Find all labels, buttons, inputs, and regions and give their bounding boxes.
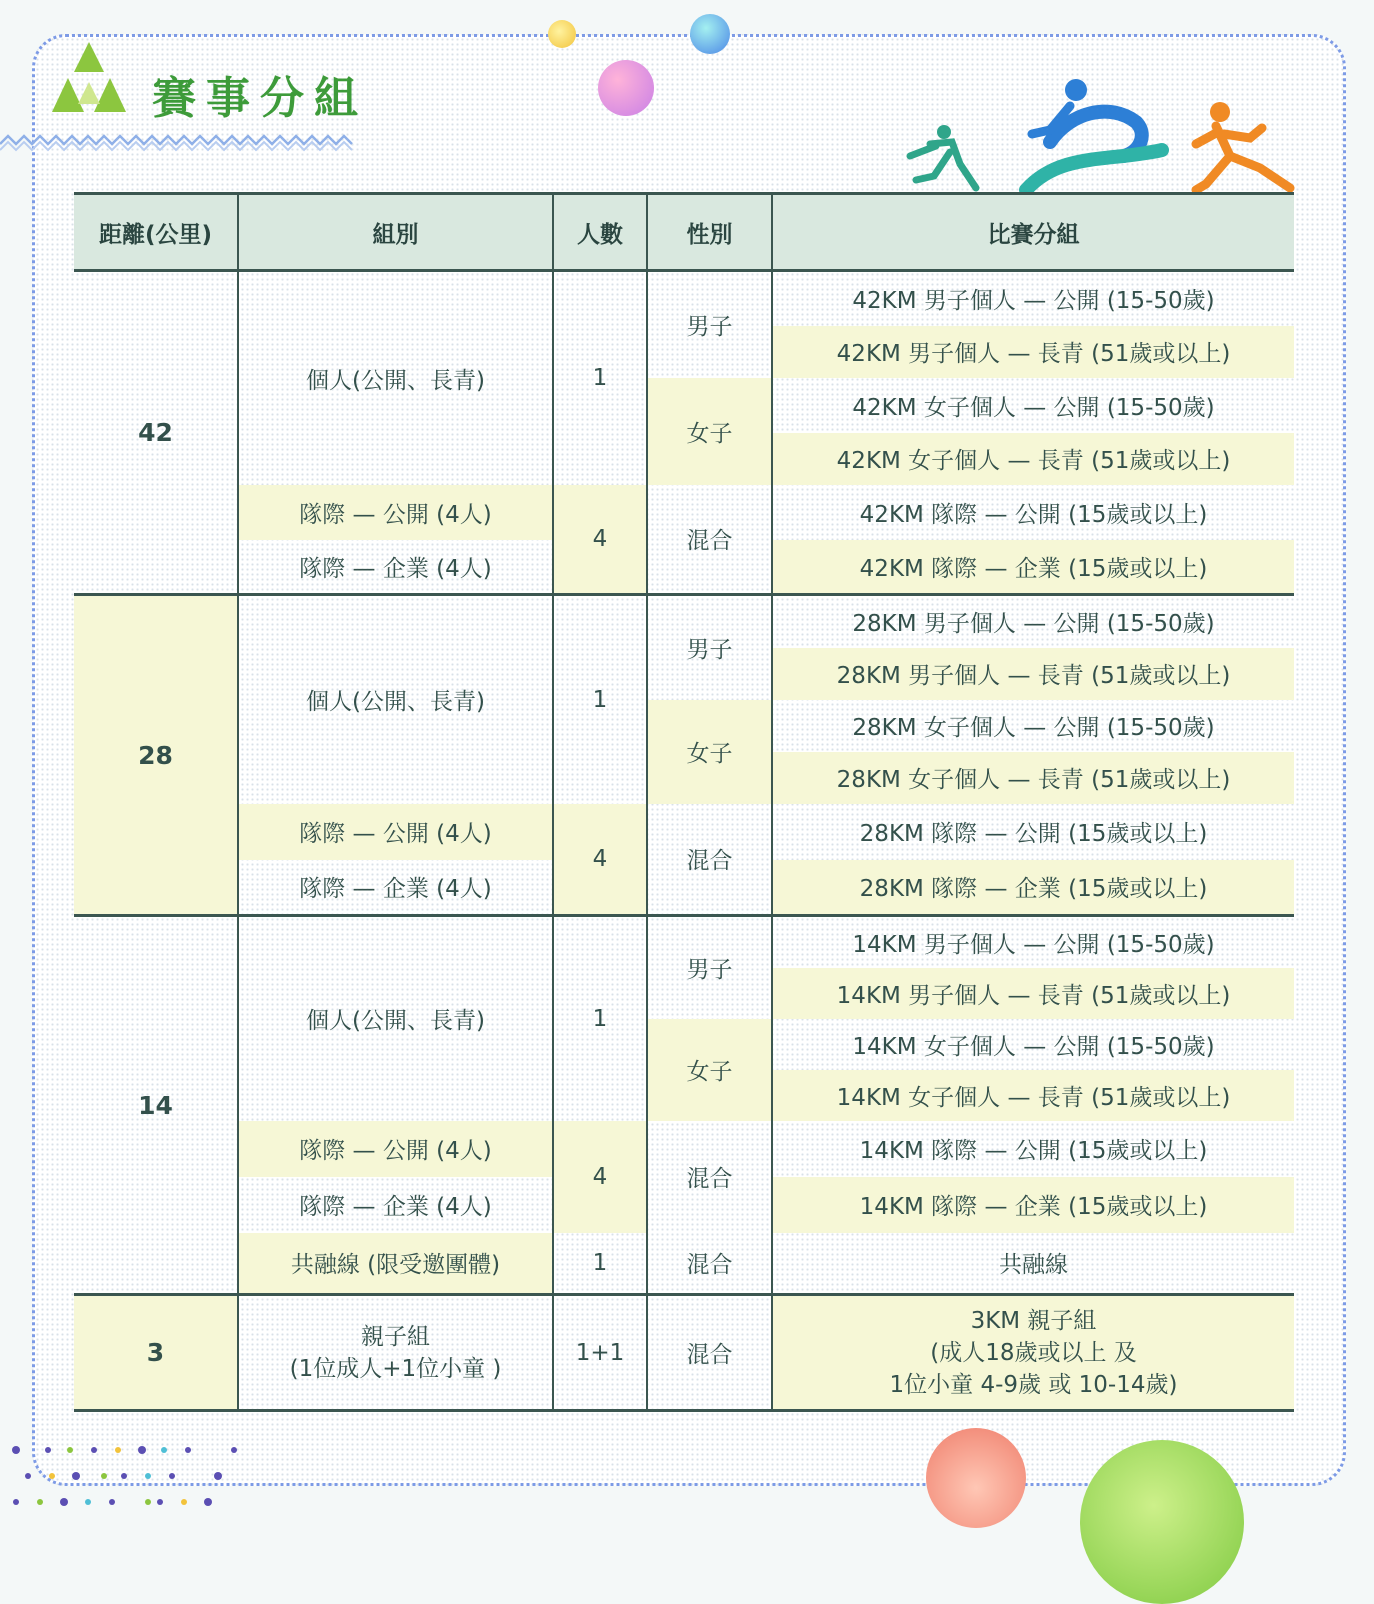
blue-runner-icon — [1026, 79, 1162, 190]
count-cell: 1 — [553, 595, 647, 804]
group-cell: 個人(公開、長青) — [238, 916, 553, 1121]
colored-dots-icon — [8, 1440, 244, 1510]
group-cell: 隊際 — 公開 (4人) — [238, 1121, 553, 1177]
table-row — [74, 804, 1294, 860]
gender-cell: 男子 — [647, 916, 772, 1019]
yellow-dot-icon — [548, 20, 576, 48]
table-row — [74, 916, 1294, 968]
category-cell: 42KM 男子個人 — 公開 (15-50歲) — [772, 271, 1294, 326]
group-cell: 個人(公開、長青) — [238, 271, 553, 485]
gender-cell: 女子 — [647, 1019, 772, 1121]
table-row — [74, 271, 1294, 326]
table-row — [74, 1233, 1294, 1295]
group-cell: 共融線 (限受邀團體) — [238, 1233, 553, 1295]
category-cell: 14KM 女子個人 — 長青 (51歲或以上) — [772, 1070, 1294, 1121]
category-cell: 42KM 隊際 — 公開 (15歲或以上) — [772, 485, 1294, 540]
orange-runner-icon — [1196, 102, 1290, 190]
gender-cell: 女子 — [647, 700, 772, 804]
distance-cell: 3 — [74, 1295, 238, 1411]
header-gender: 性別 — [647, 194, 772, 271]
gender-cell: 男子 — [647, 271, 772, 378]
wave-line-icon — [0, 128, 358, 154]
count-cell: 4 — [553, 804, 647, 916]
group-cell: 隊際 — 公開 (4人) — [238, 804, 553, 860]
group-cell: 隊際 — 企業 (4人) — [238, 540, 553, 595]
group-cell — [238, 1295, 553, 1411]
category-line-3: 1位小童 4-9歲 或 10-14歲) — [889, 1371, 1178, 1398]
count-cell: 1+1 — [553, 1295, 647, 1411]
gender-cell: 混合 — [647, 1295, 772, 1411]
header-group: 組別 — [238, 194, 553, 271]
blue-dot-icon — [690, 14, 730, 54]
gender-cell: 混合 — [647, 804, 772, 916]
group-cell: 隊際 — 企業 (4人) — [238, 1177, 553, 1233]
header-headcount: 人數 — [553, 194, 647, 271]
group-cell: 個人(公開、長青) — [238, 595, 553, 804]
pink-dot-icon — [598, 60, 654, 116]
category-cell: 42KM 隊際 — 企業 (15歲或以上) — [772, 540, 1294, 595]
category-cell: 28KM 隊際 — 公開 (15歲或以上) — [772, 804, 1294, 860]
race-categories-table — [74, 192, 1294, 1412]
table-row — [74, 1295, 1294, 1411]
group-cell: 隊際 — 企業 (4人) — [238, 860, 553, 916]
distance-cell: 42 — [138, 418, 173, 447]
table-row — [74, 485, 1294, 540]
gender-cell: 混合 — [647, 1121, 772, 1233]
header-category: 比賽分組 — [772, 194, 1294, 271]
gender-cell: 混合 — [647, 485, 772, 595]
category-cell: 42KM 女子個人 — 公開 (15-50歲) — [772, 378, 1294, 433]
green-runner-icon — [910, 125, 976, 188]
category-cell: 42KM 女子個人 — 長青 (51歲或以上) — [772, 433, 1294, 485]
table-row — [74, 1121, 1294, 1177]
gender-cell: 混合 — [647, 1233, 772, 1295]
green-dot-icon — [1080, 1440, 1244, 1604]
category-cell: 共融線 — [772, 1233, 1294, 1295]
category-cell: 14KM 隊際 — 公開 (15歲或以上) — [772, 1121, 1294, 1177]
category-cell: 14KM 男子個人 — 長青 (51歲或以上) — [772, 968, 1294, 1019]
category-cell: 28KM 男子個人 — 公開 (15-50歲) — [772, 595, 1294, 648]
category-cell: 28KM 男子個人 — 長青 (51歲或以上) — [772, 648, 1294, 700]
category-cell: 14KM 男子個人 — 公開 (15-50歲) — [772, 916, 1294, 968]
page-title: 賽事分組 — [152, 73, 368, 124]
triangles-logo-icon — [48, 42, 130, 114]
distance-cell: 14 — [74, 916, 238, 1295]
category-cell: 14KM 女子個人 — 公開 (15-50歲) — [772, 1019, 1294, 1070]
table-header-row — [74, 194, 1294, 271]
table-row — [74, 595, 1294, 648]
group-line-1: 親子組 — [361, 1323, 430, 1350]
runner-icons — [900, 72, 1300, 194]
count-cell: 4 — [553, 485, 647, 595]
category-cell: 28KM 女子個人 — 長青 (51歲或以上) — [772, 752, 1294, 804]
count-cell: 1 — [553, 916, 647, 1121]
gender-cell: 女子 — [647, 378, 772, 485]
group-line-2: (1位成人+1位小童 ) — [289, 1355, 502, 1382]
category-cell — [772, 1295, 1294, 1411]
gender-cell: 男子 — [647, 595, 772, 700]
group-cell: 隊際 — 公開 (4人) — [238, 485, 553, 540]
distance-cell: 28 — [74, 595, 238, 916]
category-cell: 28KM 隊際 — 企業 (15歲或以上) — [772, 860, 1294, 916]
count-cell: 1 — [553, 1233, 647, 1295]
category-line-1: 3KM 親子組 — [970, 1307, 1097, 1334]
count-cell: 1 — [553, 271, 647, 485]
category-line-2: (成人18歲或以上 及 — [930, 1339, 1137, 1366]
category-cell: 14KM 隊際 — 企業 (15歲或以上) — [772, 1177, 1294, 1233]
header-distance: 距離(公里) — [74, 194, 238, 271]
category-cell: 42KM 男子個人 — 長青 (51歲或以上) — [772, 326, 1294, 378]
coral-dot-icon — [926, 1428, 1026, 1528]
category-cell: 28KM 女子個人 — 公開 (15-50歲) — [772, 700, 1294, 752]
count-cell: 4 — [553, 1121, 647, 1233]
